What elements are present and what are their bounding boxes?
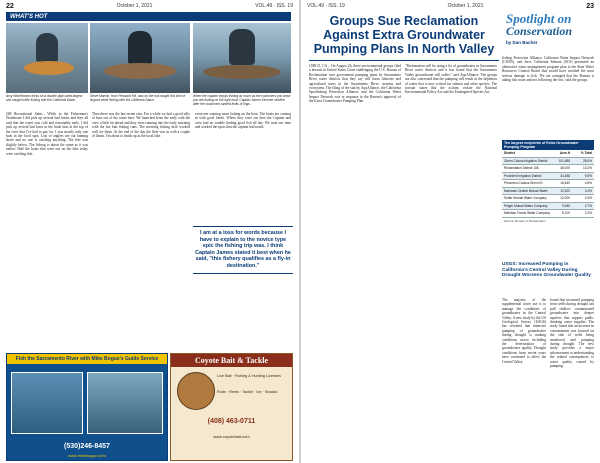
table-row-cell: 12,520 <box>560 188 570 193</box>
table-row-cell: Provident Irrigation District <box>504 173 542 178</box>
left-body-col-1: (SB Recreational Salm... While in the Fisherman's Warehouse I did pick up several bad hooks and they all said that the water was cold and reasonably early. I did pick up several bad lures in the hook bins at the top of the river that I've had to pay for. I was mostly only one boat in the local spot. Lots of anglers are out hunting shore and no one is catching anything. The tide was slightly below. The fishing is about the same as it was earlier. Half the boats that were out on the lake today were catching fish. <box>6 112 88 156</box>
table-header-row-cell: District <box>504 151 515 156</box>
left-issue: VOL.49 · ISS. 19 <box>255 3 293 9</box>
table-row-cell: 28.0% <box>582 158 592 163</box>
table-note: Source: Bureau of Reclamation <box>504 218 546 223</box>
table-row-cell: 101,685 <box>558 158 570 163</box>
table-row <box>502 180 594 188</box>
table-title: Ten largest recipients of Extra Groundwater Pumping Program <box>502 140 594 150</box>
ad-fish-phone: (530)246-8457 <box>64 443 110 450</box>
table-row <box>502 173 594 181</box>
right-issue: VOL.49 · ISS. 19 <box>307 3 345 9</box>
ad-coyote-line1: Live Bait · Fishing & Hunting Licenses <box>217 374 281 378</box>
right-running-header <box>307 2 594 10</box>
left-running-header <box>6 2 293 10</box>
table-row-cell: Glenn-Colusa Irrigation District <box>504 158 548 163</box>
photo-captain <box>193 23 291 93</box>
ad-photo-1 <box>11 372 83 434</box>
ad-coyote-title: Coyote Bait & Tackle <box>171 354 292 367</box>
ad-coyote-bait[interactable] <box>170 353 293 461</box>
left-date: October 1, 2021 <box>116 3 153 9</box>
table-header-row <box>502 150 594 158</box>
table-row-cell: Princeton-Codora-Glenn ID <box>504 181 543 186</box>
table-row-cell: 13.2% <box>582 166 592 171</box>
photo-angler-1 <box>6 23 88 93</box>
table-row-cell: 9,945 <box>562 203 570 208</box>
left-body-col-2: Then there was the last recent rain. For a while we had a good tally of bass out of the water here. We launched from the early with the crew a little bit ahead and they were running into the early morning with the hot bait fishing runs. The morning fishing drift worked well for them. At the end of the day the fleet was in with a couple of limits. I'm about to finish up at the local lake. <box>92 112 190 139</box>
ad-coyote-url[interactable]: www.coyotebait.com <box>213 434 250 439</box>
right-page-number: 23 <box>586 2 594 10</box>
left-body-col-3: everyone wanting more fishing on the boat. The boats are coming in with good limits. Where they were out here the Captain and crew had no trouble finding good fish all day. We took our time and worked the spots that the captain had noted. <box>195 112 291 130</box>
table-header-row-cell: % Total <box>580 151 592 156</box>
person-silhouette <box>229 29 255 65</box>
table-row-cell: 3.4% <box>584 188 592 193</box>
table-row-cell: Meridian Farms Water Company <box>504 211 550 216</box>
fish-shape <box>203 65 281 79</box>
whats-hot-bar <box>6 12 291 21</box>
table-row-cell: 8,100 <box>562 211 570 216</box>
table-row <box>502 158 594 166</box>
right-body-col-2: "Reclamation will be using a lot of groundwater in Sacramento River water districts and it has found that the Sacramento Valley groundwater will suffer," said AquAlliance. The groups are also concerned that the pumping will result in the depletion of water that is now critical for salmon and other species. The lawsuit states that the actions violate the National Environmental Policy Act and the Endangered Species Act. <box>405 64 497 95</box>
ad-fish-url[interactable]: www.mikebogue.com <box>68 453 106 458</box>
right-body-col-3: fishing Protection Alliance, California Water Impact Network (CWIN), and Save California Salmon (SCS) presented an alternative water management program plan to the State Water Resources Control Board that would have avoided the most serious damage to fish. 'We are outraged that the Bureau is taking this route and not following the law,' said the groups. <box>502 56 594 83</box>
photo1-caption: Amy Wichelmann tricks on a double-digit sized largest she caught while fishing with the California Dawn. <box>6 94 83 102</box>
right-date: October 1, 2021 <box>447 3 484 9</box>
ad-coyote-line2: Rods · Reels · Tackle · Ice · Snacks <box>217 390 278 394</box>
photo-angler-2 <box>90 23 190 93</box>
table-header-row-cell: Acre-ft <box>559 151 570 156</box>
table-row-cell: 48,000 <box>560 166 570 171</box>
article-headline: Groups Sue Reclamation Against Extra Groundwater Pumping Plans In North Valley <box>313 14 495 56</box>
table-row-cell: 4.6% <box>584 181 592 186</box>
person-silhouette <box>128 31 152 65</box>
fish-shape <box>24 61 74 75</box>
table-row-cell: Reclamation District 108 <box>504 166 539 171</box>
headline-rule <box>309 60 499 61</box>
table-row-cell: 2.2% <box>584 211 592 216</box>
recipients-table <box>502 140 594 224</box>
spotlight-word: Spotlight on <box>506 11 572 26</box>
right-body-col-1: CHICO, CA – On August 26, three environmental groups filed a lawsuit in United States Court challenging the U.S. Bureau of Reclamation over government pumping plans by Sacramento River water districts that they say will harm fisheries and agricultural users in the Sacramento River, streams and ecosystem. The filing of the suit by AquAlliance, the California Sportfishing Protection Alliance, and the California Water Impact Network was in response to the Bureau's approval of the Extra Groundwater Pumping Plan. <box>309 64 401 104</box>
spotlight-logo <box>506 12 596 50</box>
table-row-cell: 3.3% <box>584 196 592 201</box>
spotlight-byline: by Dan Bacher <box>506 40 538 45</box>
photo2-caption: Steve Mamlin, from Pleasant Hill, was on the rod caught this limit of lingcod while fishing with the California Dawn. <box>90 94 186 102</box>
table-row <box>502 203 594 211</box>
table-row-cell: Natomas Central Mutual Water <box>504 188 548 193</box>
table-row-cell: 2.7% <box>584 203 592 208</box>
right-body-col-5: found that increased pumping from wells during drought can pull shallow contaminated groundwater into deeper aquifers that support public drinking water supplies. The study found that an increase in contaminants was focused on the side of wells being monitored and pumping during drought. The new study provides a major advancement to understanding the related consequences to water quality caused by pumping. <box>550 298 594 369</box>
ad-fish-title: Fish the Sacramento River with Mike Bogue's Guide Service <box>7 354 167 364</box>
section-title: WHAT'S HOT <box>10 13 48 20</box>
fish-shape <box>104 63 176 79</box>
right-body-col-4: The majority of the supplemental water use is to manage the conditions of groundwater in the Central Valley. A new study by the US Geological Survey (USGS) has revealed that intensive pumping of groundwater during drought is making conditions worse, including the deterioration of groundwater quality. Drought conditions from recent years have continued to affect the Central Valley. <box>502 298 546 364</box>
table-row-cell: Pelger Mutual Water Company <box>504 203 548 208</box>
person-silhouette <box>36 33 58 63</box>
ad-fishing-guide[interactable] <box>6 353 168 461</box>
table-row-cell: Sutter Mutual Water Company <box>504 196 547 201</box>
left-page <box>0 0 299 463</box>
conservation-word: Conservation <box>506 24 573 38</box>
left-page-number: 22 <box>6 2 14 10</box>
pull-quote: I am at a loss for words because I have to explain to the novice type epic the fishing trip was. I think Captain James stated it best when he said, "this fishery qualifies as a fly-in destination." <box>193 226 293 274</box>
table-row <box>502 210 594 218</box>
table-row-cell: 34,488 <box>560 173 570 178</box>
usgs-sidehead: USGS: Increased Pumping in California's Central Valley During Drought Worsens Groundwater Quality <box>502 262 591 279</box>
table-row-cell: 16,640 <box>560 181 570 186</box>
coyote-logo-icon <box>177 372 215 410</box>
table-row-cell: 9.5% <box>584 173 592 178</box>
table-row <box>502 165 594 173</box>
ad-photo-2 <box>87 372 163 434</box>
table-row <box>502 195 594 203</box>
table-row <box>502 188 594 196</box>
table-row-cell: 12,000 <box>560 196 570 201</box>
photo3-caption: When the captain enjoys fishing as much as the customers you know you are fishing on the right boat. Captain James Kirshner strolled after the customers landed limits of lings. <box>193 94 291 106</box>
right-page <box>301 0 600 463</box>
ad-coyote-phone: (408) 463-0711 <box>207 418 256 425</box>
